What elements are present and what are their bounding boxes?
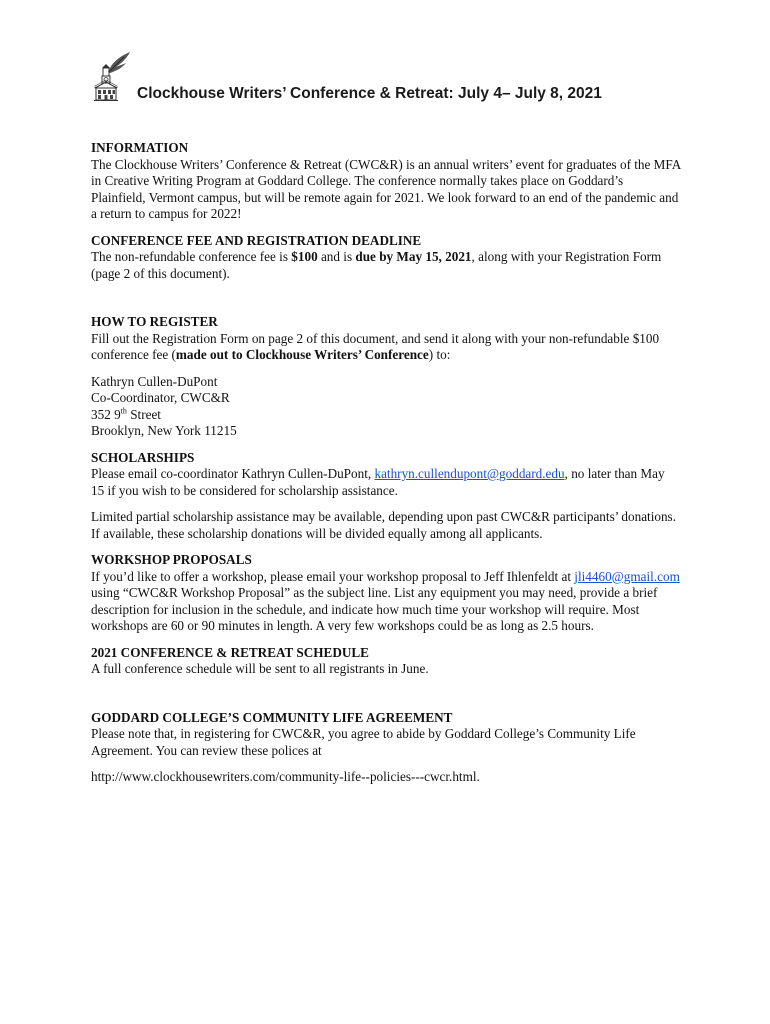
workshops-heading: WORKSHOP PROPOSALS <box>91 552 252 567</box>
workshops-body: If you’d like to offer a workshop, please email your workshop proposal to Jeff Ihlenfeldt at jli4460@gmail.com using “CWC&R Workshop Proposal” as the subject line. List any equipment you may need, provide a brief description for inclusion in the schedule, and indicate how much time your workshop will require. Most workshops are 60 or 90 minutes in length. A very few workshops could be as long as 2.5 hours. <box>91 568 680 633</box>
information-heading: INFORMATION <box>91 140 189 155</box>
address-city: Brooklyn, New York 11215 <box>91 423 237 438</box>
fee-body: The non-refundable conference fee is $100 and is due by May 15, 2021, along with your Registration Form (page 2 of this document). <box>91 249 662 281</box>
address-role: Co-Coordinator, CWC&R <box>91 390 230 405</box>
information-section <box>91 140 681 223</box>
workshop-email-link[interactable]: jli4460@gmail.com <box>574 568 680 584</box>
schedule-heading: 2021 CONFERENCE & RETREAT SCHEDULE <box>91 644 369 660</box>
community-heading: GODDARD COLLEGE’S COMMUNITY LIFE AGREEMENT <box>91 709 453 725</box>
community-section <box>91 710 681 760</box>
register-heading: HOW TO REGISTER <box>91 314 218 329</box>
workshops-section <box>91 552 681 635</box>
fee-section <box>91 233 681 283</box>
register-body: Fill out the Registration Form on page 2 of this document, and send it along with your non-refundable $100 conference fee (made out to Clockhouse Writers’ Conference) to: <box>91 330 660 362</box>
scholarships-note-body: Limited partial scholarship assistance may be available, depending upon past CWC&R participants’ donations. If available, these scholarship donations will be divided equally among all applicants. <box>91 509 676 541</box>
payee-name: made out to Clockhouse Writers’ Conference <box>175 347 429 362</box>
scholarship-email-link[interactable]: kathryn.cullendupont@goddard.edu <box>374 466 565 481</box>
community-url: http://www.clockhousewriters.com/community-life--policies---cwcr.html. <box>91 769 480 784</box>
fee-amount: $100 <box>291 249 318 264</box>
clockhouse-logo-icon <box>94 50 134 104</box>
community-body: Please note that, in registering for CWC&R, you agree to abide by Goddard College’s Community Life Agreement. You can review these polices at <box>91 726 636 758</box>
address-name: Kathryn Cullen-DuPont <box>91 373 218 389</box>
register-section <box>91 314 681 364</box>
fee-heading: CONFERENCE FEE AND REGISTRATION DEADLINE <box>91 232 422 248</box>
scholarships-note <box>91 509 681 542</box>
mailing-address <box>91 374 681 440</box>
scholarships-heading: SCHOLARSHIPS <box>91 449 195 465</box>
page-title: Clockhouse Writers’ Conference & Retreat: July 4– July 8, 2021 <box>137 85 602 102</box>
fee-due-date: due by May 15, 2021 <box>355 249 472 264</box>
schedule-section <box>91 645 681 678</box>
scholarships-section <box>91 450 681 500</box>
scholarships-body: Please email co-coordinator Kathryn Cullen-DuPont, kathryn.cullendupont@goddard.edu, no later than May 15 if you wish to be considered for scholarship assistance. <box>91 466 665 498</box>
information-body: The Clockhouse Writers’ Conference & Retreat (CWC&R) is an annual writers’ event for graduates of the MFA in Creative Writing Program at Goddard College. The conference normally takes place on Goddard’s Plainfield, Vermont campus, but will be remote again for 2021. We look forward to an end of the pandemic and a return to campus for 2022! <box>91 156 681 221</box>
address-street: 352 9th Street <box>91 406 161 422</box>
document-body <box>91 140 681 796</box>
community-url-block <box>91 769 681 786</box>
schedule-body: A full conference schedule will be sent to all registrants in June. <box>91 661 429 676</box>
